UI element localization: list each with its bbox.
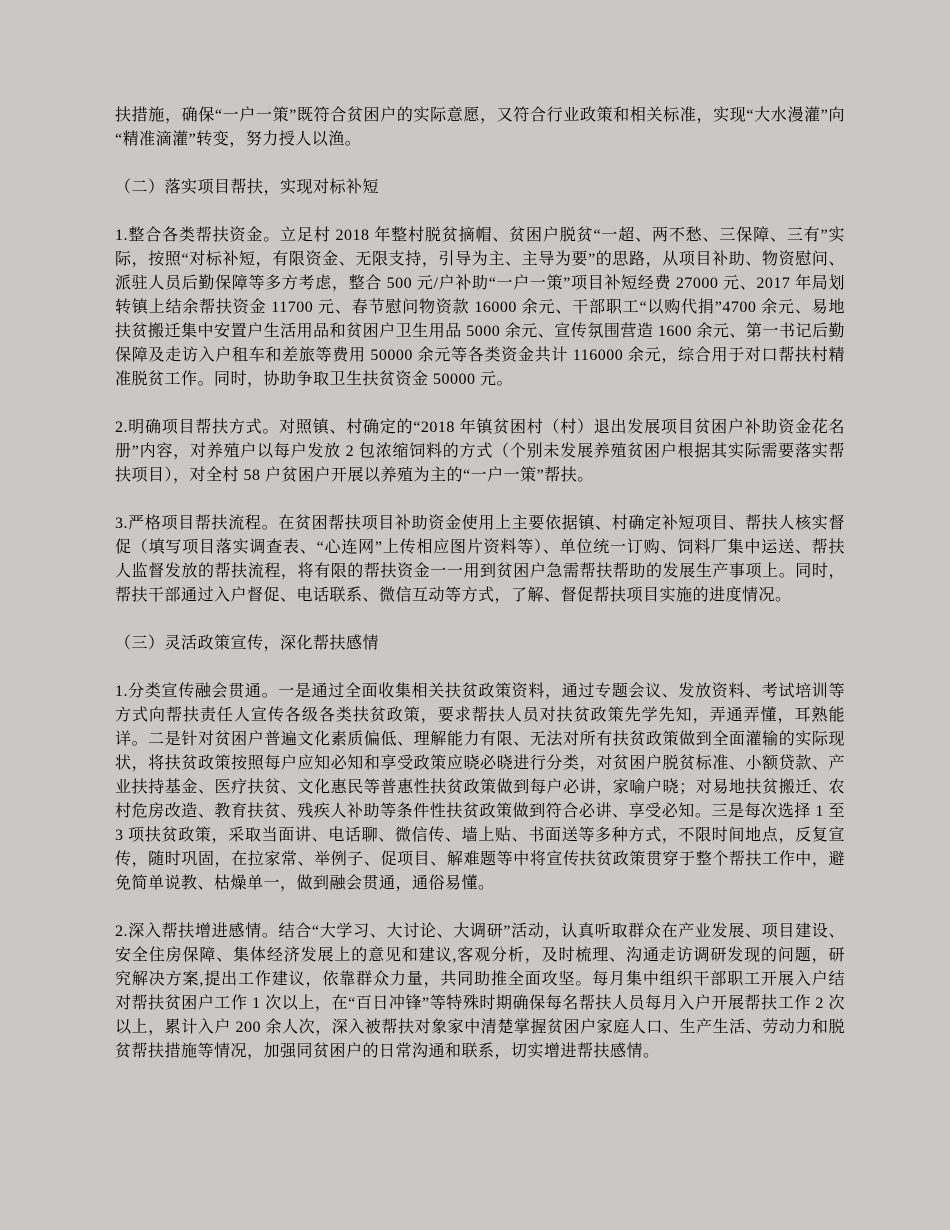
paragraph-continuation: 扶措施，确保“一户一策”既符合贫困户的实际意愿，又符合行业政策和相关标准，实现“大水漫灌”向“精准滴灌”转变，努力授人以渔。: [115, 107, 845, 148]
paragraph-item-2-deepen-relations: 2.深入帮扶增进感情。结合“大学习、大讨论、大调研”活动，认真听取群众在产业发展、项目建设、安全住房保障、集体经济发展上的意见和建议,客观分析，及时梳理、沟通走访调研发现的问题，研究解决方案,提出工作建议，依靠群众力量，共同助推全面攻坚。每月集中组织干部职工开展入户结对帮扶贫困户工作 1 次以上，在“百日冲锋”等特殊时期确保每名帮扶人员每月入户开展帮扶工作 2 次以上，累计入户 200 余人次，深入被帮扶对象家中清楚掌握贫困户家庭人口、生产生活、劳动力和脱贫帮扶措施等情况，加强同贫困户的日常沟通和联系，切实增进帮扶感情。: [115, 923, 845, 1060]
document-body: [115, 104, 845, 1064]
paragraph-item-2-assistance-method: 2.明确项目帮扶方式。对照镇、村确定的“2018 年镇贫困村（村）退出发展项目贫困户补助资金花名册”内容，对养殖户以每户发放 2 包浓缩饲料的方式（个别未发展养殖贫困户根据其实际需要落实帮扶项目），对全村 58 户贫困户开展以养殖为主的“一户一策”帮扶。: [115, 419, 845, 484]
section-heading-2: （二）落实项目帮扶，实现对标补短: [115, 179, 380, 196]
paragraph-item-3-assistance-process: 3.严格项目帮扶流程。在贫困帮扶项目补助资金使用上主要依据镇、村确定补短项目、帮扶人核实督促（填写项目落实调查表、“心连网”上传相应图片资料等）、单位统一订购、饲料厂集中运送、帮扶人监督发放的帮扶流程，将有限的帮扶资金一一用到贫困户急需帮扶帮助的发展生产事项上。同时，帮扶干部通过入户督促、电话联系、微信互动等方式，了解、督促帮扶项目实施的进度情况。: [115, 515, 845, 604]
paragraph-item-1-policy-publicity: 1.分类宣传融会贯通。一是通过全面收集相关扶贫政策资料，通过专题会议、发放资料、考试培训等方式向帮扶责任人宣传各级各类扶贫政策，要求帮扶人员对扶贫政策先学先知，弄通弄懂，耳熟能详。二是针对贫困户普遍文化素质偏低、理解能力有限、无法对所有扶贫政策做到全面灌输的实际现状，将扶贫政策按照每户应知必知和享受政策应晓必晓进行分类，对贫困户脱贫标准、小额贷款、产业扶持基金、医疗扶贫、文化惠民等普惠性扶贫政策做到每户必讲，家喻户晓；对易地扶贫搬迁、农村危房改造、教育扶贫、残疾人补助等条件性扶贫政策做到符合必讲、享受必知。三是每次选择 1 至 3 项扶贫政策，采取当面讲、电话聊、微信传、墙上贴、书面送等多种方式，不限时间地点，反复宣传，随时巩固，在拉家常、举例子、促项目、解难题等中将宣传扶贫政策贯穿于整个帮扶工作中，避免简单说教、枯燥单一，做到融会贯通，通俗易懂。: [115, 683, 845, 892]
paragraph-item-1-integrate-funds: 1.整合各类帮扶资金。立足村 2018 年整村脱贫摘帽、贫困户脱贫“一超、两不愁、三保障、三有”实际，按照“对标补短，有限资金、无限支持，引导为主、主导为要”的思路，从项目补助、物资慰问、派驻人员后勤保障等多方考虑，整合 500 元/户补助“一户一策”项目补短经费 27000 元、2017 年局划转镇上结余帮扶资金 11700 元、春节慰问物资款 16000 余元、干部职工“以购代捐”4700 余元、易地扶贫搬迁集中安置户生活用品和贫困户卫生用品 5000 余元、宣传氛围营造 1600 余元、第一书记后勤保障及走访入户租车和差旅等费用 50000 余元等各类资金共计 116000 余元，综合用于对口帮扶村精准脱贫工作。同时，协助争取卫生扶贫资金 50000 元。: [115, 227, 845, 388]
section-heading-3: （三）灵活政策宣传，深化帮扶感情: [115, 635, 380, 652]
